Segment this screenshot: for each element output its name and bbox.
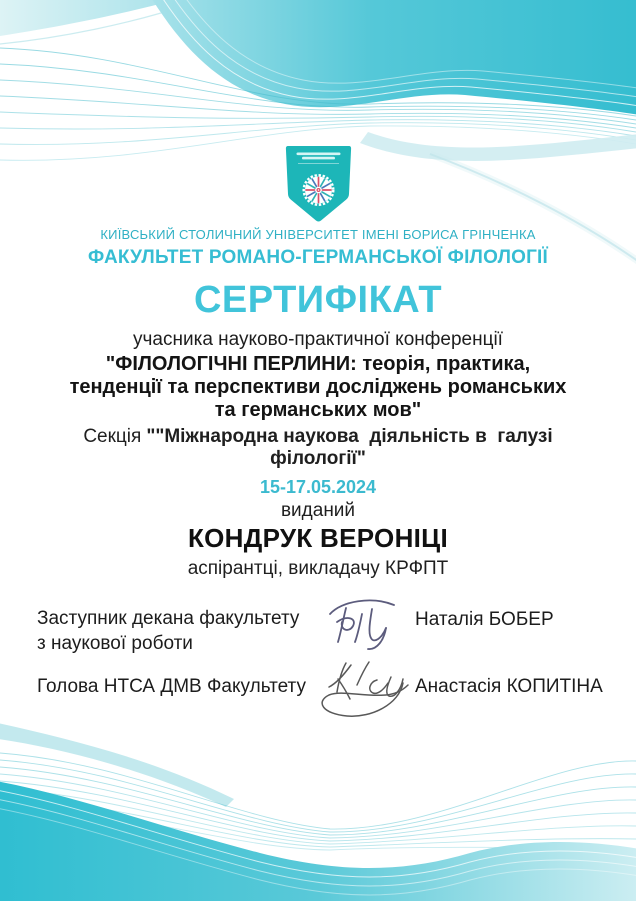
signature-kopytina-icon — [312, 656, 410, 738]
logo-text-line — [297, 153, 341, 156]
signatory-position — [37, 606, 302, 656]
conference-title-line: тенденції та перспективи досліджень романських — [69, 375, 567, 398]
signatory-name: Наталія БОБЕР — [415, 609, 554, 630]
conference-title — [0, 353, 636, 422]
signature-bober-icon — [322, 592, 402, 654]
university-name: КИЇВСЬКИЙ СТОЛИЧНИЙ УНІВЕРСИТЕТ ІМЕНІ БОРИСА ГРІНЧЕНКА — [100, 227, 536, 242]
university-shield-logo-icon — [285, 146, 352, 224]
section-label: Секція — [83, 425, 142, 447]
signatory-position-line: Заступник декана факультету — [37, 608, 300, 629]
signatory-position — [37, 674, 337, 699]
top-wave-decoration — [0, 0, 636, 265]
certificate-subtitle: учасника науково-практичної конференції — [133, 328, 503, 350]
faculty-name: ФАКУЛЬТЕТ РОМАНО-ГЕРМАНСЬКОЇ ФІЛОЛОГІЇ — [88, 246, 548, 268]
recipient-role: аспірантці, викладачу КРФПТ — [187, 558, 449, 580]
logo-text-line — [302, 157, 335, 160]
conference-title-line: "ФІЛОЛОГІЧНІ ПЕРЛИНИ: теорія, практика, — [105, 352, 531, 375]
section-title: ""Міжнародна наукова діяльність в галузі філології" — [146, 425, 558, 469]
recipient-name: КОНДРУК ВЕРОНІЦІ — [187, 523, 448, 554]
conference-title-line: та германських мов" — [214, 398, 422, 421]
certificate-body — [0, 228, 636, 580]
section-line — [33, 426, 603, 470]
certificate-title: СЕРТИФІКАТ — [193, 278, 443, 321]
issued-label: виданий — [280, 500, 356, 522]
signatory-position-line: Голова НТСА ДМВ Факультету — [37, 676, 306, 697]
signatory-position-line: з наукової роботи — [37, 633, 193, 654]
conference-dates: 15-17.05.2024 — [259, 476, 377, 497]
signatory-name: Анастасія КОПИТІНА — [415, 676, 603, 697]
signature-row-ntsa-head — [0, 662, 636, 742]
